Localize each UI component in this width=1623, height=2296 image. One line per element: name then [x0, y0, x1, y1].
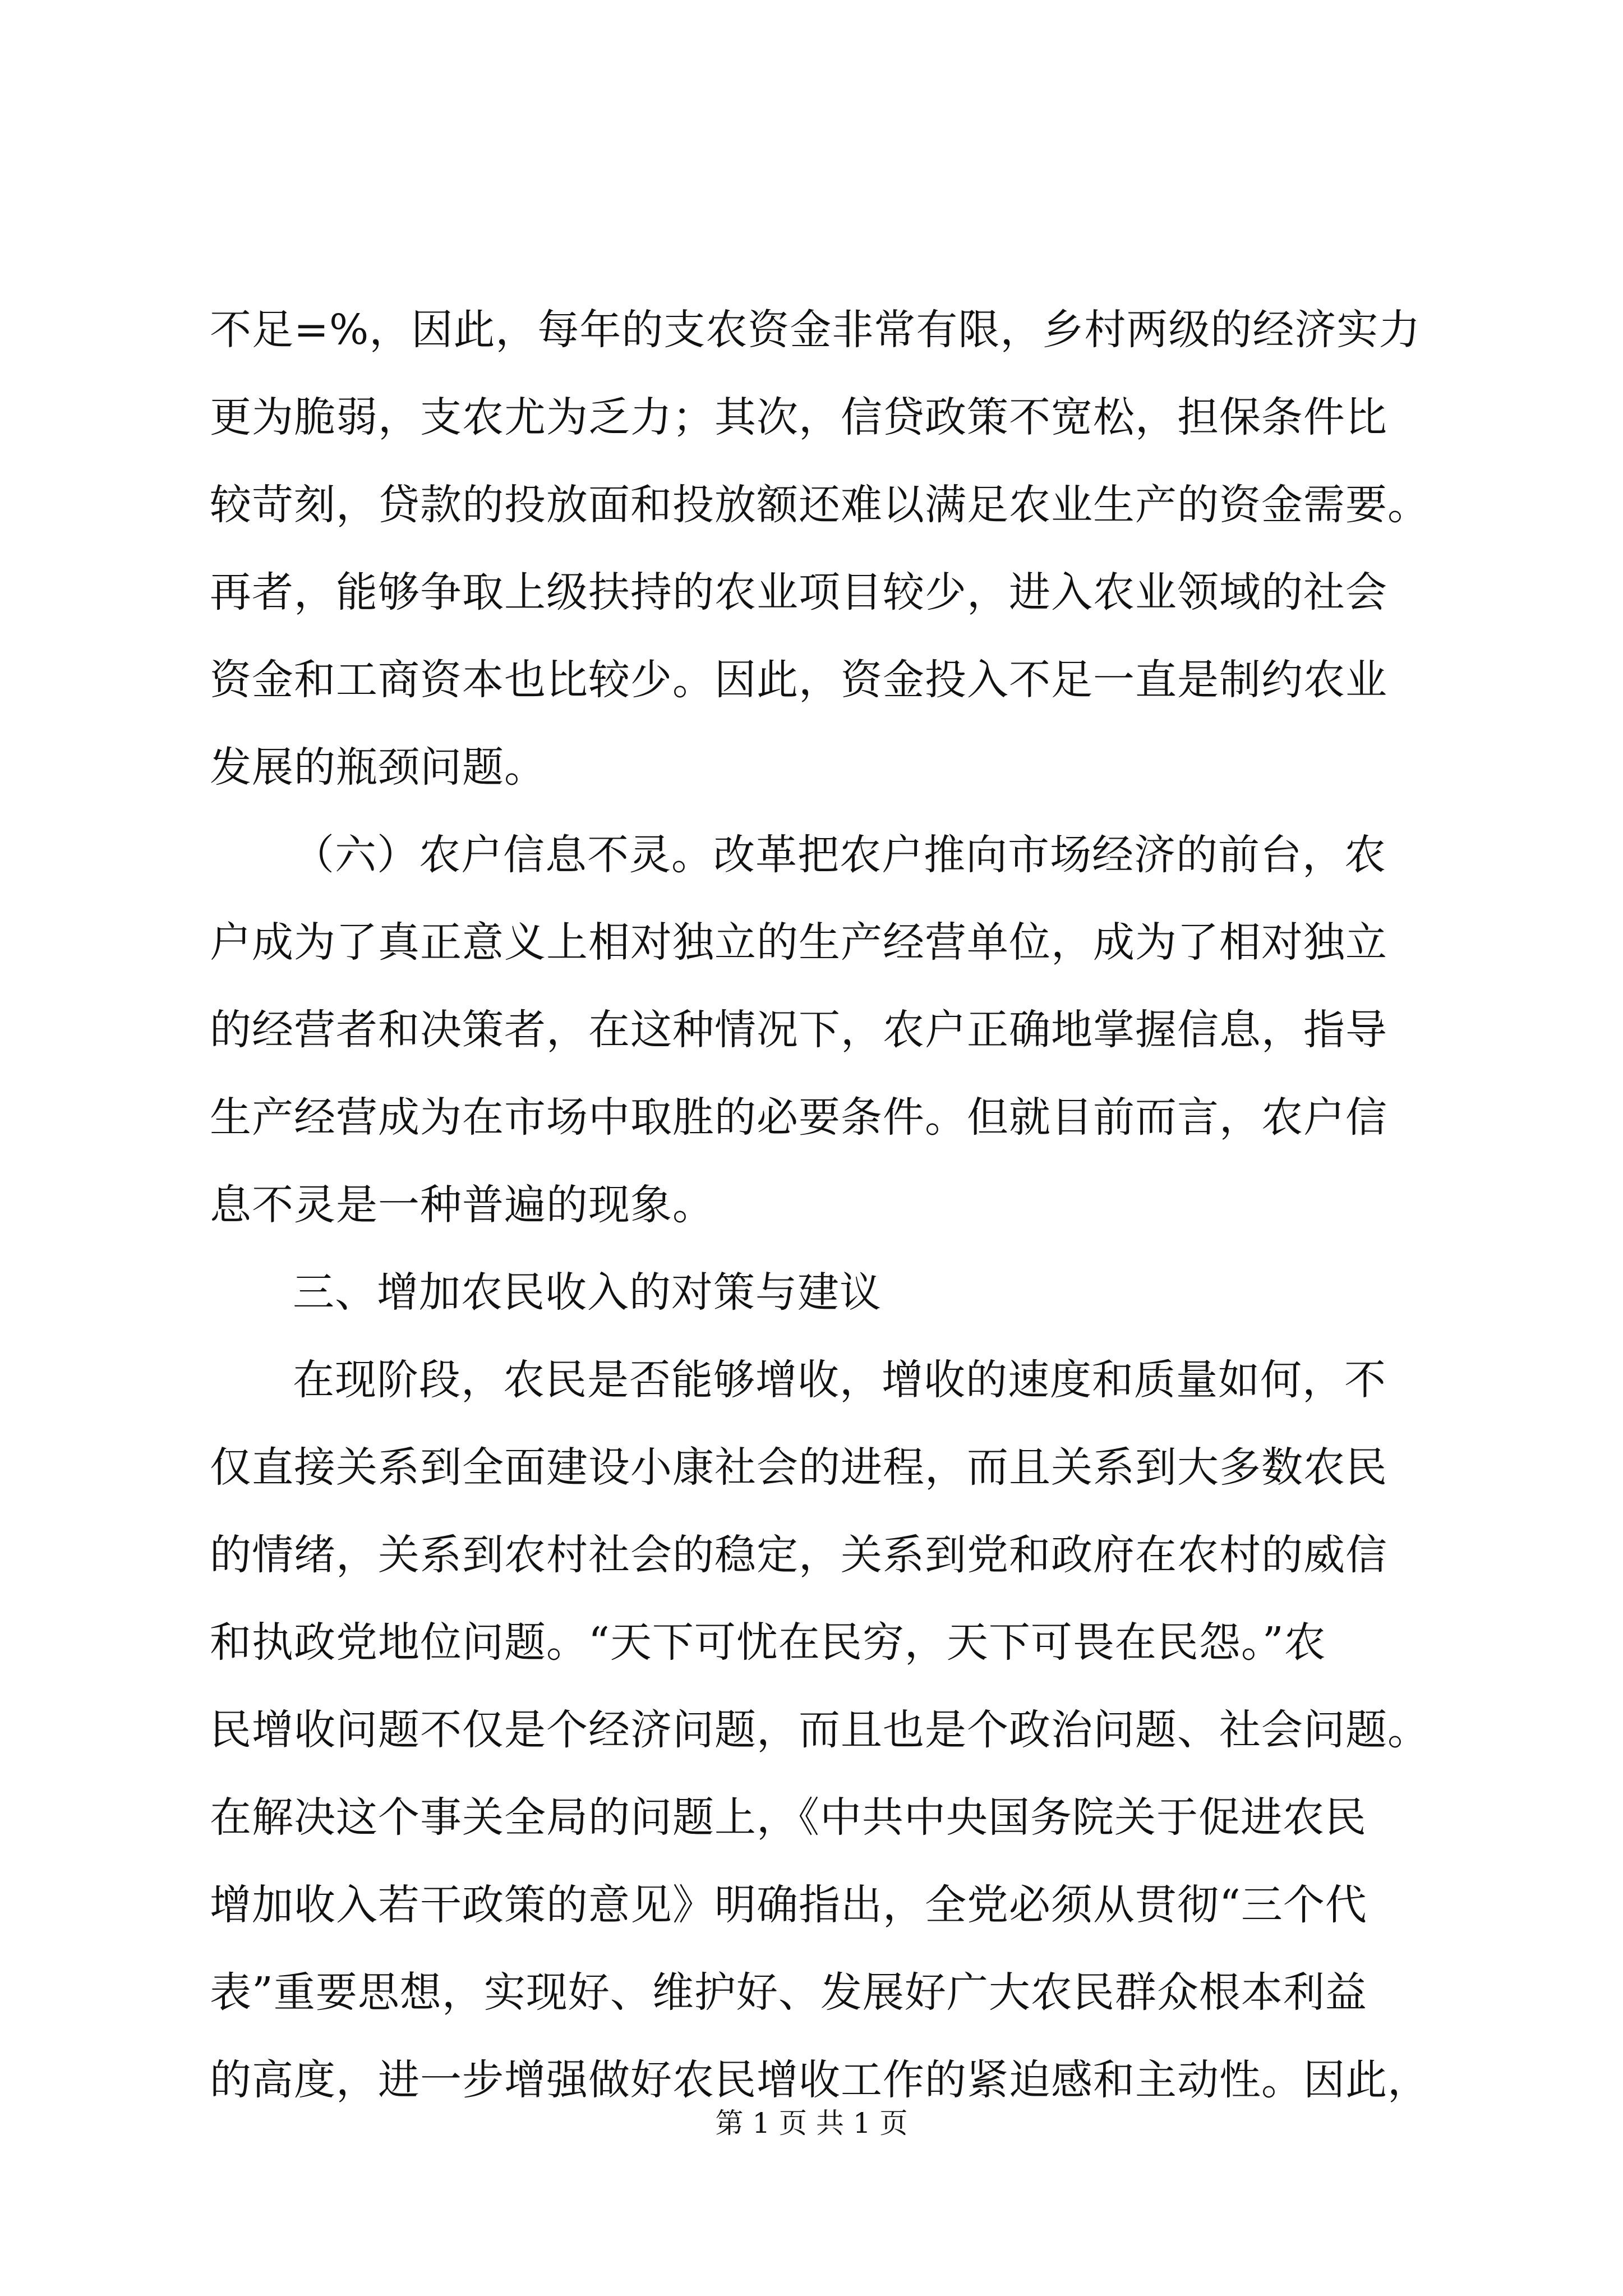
text-line: 资金和工商资本也比较少。因此，资金投入不足一直是制约农业 — [210, 656, 1387, 704]
section-heading: 三、增加农民收入的对策与建议 — [293, 1268, 882, 1317]
text-line: 更为脆弱，支农尤为乏力；其次，信贷政策不宽松，担保条件比 — [210, 393, 1387, 441]
text-line: 表”重要思想，实现好、维护好、发展好广大农民群众根本利益 — [210, 1968, 1367, 2017]
text-line: 和执政党地位问题。“天下可忧在民穷，天下可畏在民怨。”农 — [210, 1618, 1326, 1667]
text-line: 在解决这个事关全局的问题上，《中共中央国务院关于促进农民 — [210, 1793, 1367, 1842]
text-line: 生产经营成为在市场中取胜的必要条件。但就目前而言，农户信 — [210, 1093, 1387, 1142]
text-line: 较苛刻，贷款的投放面和投放额还难以满足农业生产的资金需要。 — [210, 481, 1430, 529]
text-line: （六）农户信息不灵。改革把农户推向市场经济的前台，农 — [293, 831, 1386, 879]
page-footer: 第 1 页 共 1 页 — [715, 2107, 908, 2139]
text-line: 民增收问题不仅是个经济问题，而且也是个政治问题、社会问题。 — [210, 1706, 1430, 1754]
text-line: 的高度，进一步增强做好农民增收工作的紧迫感和主动性。因此， — [210, 2056, 1430, 2104]
text-line: 的经营者和决策者，在这种情况下，农户正确地掌握信息，指导 — [210, 1006, 1387, 1054]
text-line: 息不灵是一种普遍的现象。 — [210, 1181, 714, 1229]
text-line: 在现阶段，农民是否能够增收，增收的速度和质量如何，不 — [293, 1356, 1386, 1404]
text-line: 再者，能够争取上级扶持的农业项目较少，进入农业领域的社会 — [210, 568, 1387, 616]
text-line: 的情绪，关系到农村社会的稳定，关系到党和政府在农村的威信 — [210, 1531, 1387, 1579]
text-line: 户成为了真正意义上相对独立的生产经营单位，成为了相对独立 — [210, 918, 1387, 967]
text-line: 不足=%，因此，每年的支农资金非常有限，乡村两级的经济实力 — [210, 306, 1421, 354]
text-line: 仅直接关系到全面建设小康社会的进程，而且关系到大多数农民 — [210, 1443, 1387, 1492]
text-line: 增加收入若干政策的意见》明确指出，全党必须从贯彻“三个代 — [210, 1881, 1367, 1929]
text-line: 发展的瓶颈问题。 — [210, 743, 546, 792]
